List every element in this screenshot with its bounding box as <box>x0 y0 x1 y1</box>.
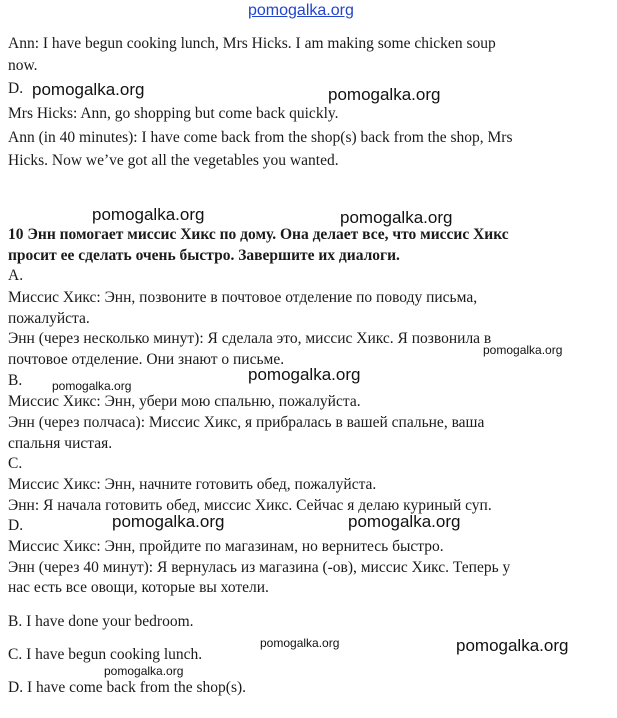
watermark: pomogalka.org <box>260 636 340 650</box>
watermark: pomogalka.org <box>483 343 563 357</box>
watermark: pomogalka.org <box>456 636 569 655</box>
watermark: pomogalka.org <box>32 80 145 99</box>
dialogue-a-label: A. <box>8 267 24 284</box>
dialogue-d-hicks: Миссис Хикс: Энн, пройдите по магазинам, но вернитесь быстро. <box>8 538 444 555</box>
ann-c-line1: Ann: I have begun cooking lunch, Mrs Hicks. I am making some chicken soup <box>8 35 496 52</box>
dialogue-b-hicks: Миссис Хикс: Энн, убери мою спальню, пожалуйста. <box>8 393 361 410</box>
dialogue-a-hicks-line1: Миссис Хикс: Энн, позвоните в почтовое отделение по поводу письма, <box>8 289 478 306</box>
dialogue-a-hicks-line2: пожалуйста. <box>8 310 90 327</box>
watermark: pomogalka.org <box>340 208 453 227</box>
watermark: pomogalka.org <box>348 512 461 531</box>
watermark: pomogalka.org <box>104 664 184 678</box>
dialogue-d-label: D. <box>8 517 24 534</box>
header-watermark: pomogalka.org <box>248 2 354 19</box>
dialogue-d-ann-line1: Энн (через 40 минут): Я вернулась из магазина (-ов), миссис Хикс. Теперь у <box>8 559 511 576</box>
dialogue-d-ann-line2: нас есть все овощи, которые вы хотели. <box>8 579 269 596</box>
watermark: pomogalka.org <box>248 365 361 384</box>
answer-d: D. I have come back from the shop(s). <box>8 679 247 696</box>
watermark: pomogalka.org <box>112 512 225 531</box>
dialogue-b-label: B. <box>8 372 23 389</box>
hicks-d-line: Mrs Hicks: Ann, go shopping but come back quickly. <box>8 105 339 122</box>
dialogue-b-ann-line1: Энн (через полчаса): Миссис Хикс, я прибралась в вашей спальне, ваша <box>8 414 485 431</box>
ann-d-line1: Ann (in 40 minutes): I have come back from the shop(s) back from the shop, Mrs <box>8 129 513 146</box>
dialogue-b-ann-line2: спальня чистая. <box>8 435 113 452</box>
watermark: pomogalka.org <box>92 205 205 224</box>
dialogue-c-ann: Энн: Я начала готовить обед, миссис Хикс. Сейчас я делаю куриный суп. <box>8 497 492 514</box>
watermark: pomogalka.org <box>52 379 132 393</box>
answer-c: C. I have begun cooking lunch. <box>8 646 203 663</box>
dialogue-a-ann-line1: Энн (через несколько минут): Я сделала это, миссис Хикс. Я позвонила в <box>8 330 492 347</box>
dialogue-c-hicks: Миссис Хикс: Энн, начните готовить обед, пожалуйста. <box>8 476 377 493</box>
answer-b: B. I have done your bedroom. <box>8 613 194 630</box>
dialogue-a-ann-line2: почтовое отделение. Они знают о письме. <box>8 351 285 368</box>
label-d: D. <box>8 80 24 97</box>
dialogue-c-label: C. <box>8 455 23 472</box>
exercise-heading-line2: просит ее сделать очень быстро. Завершите их диалоги. <box>8 247 400 264</box>
exercise-heading-line1: 10 Энн помогает миссис Хикс по дому. Она делает все, что миссис Хикс <box>8 226 509 243</box>
ann-d-line2: Hicks. Now we’ve got all the vegetables you wanted. <box>8 152 339 169</box>
ann-c-line2: now. <box>8 57 38 74</box>
watermark: pomogalka.org <box>328 85 441 104</box>
